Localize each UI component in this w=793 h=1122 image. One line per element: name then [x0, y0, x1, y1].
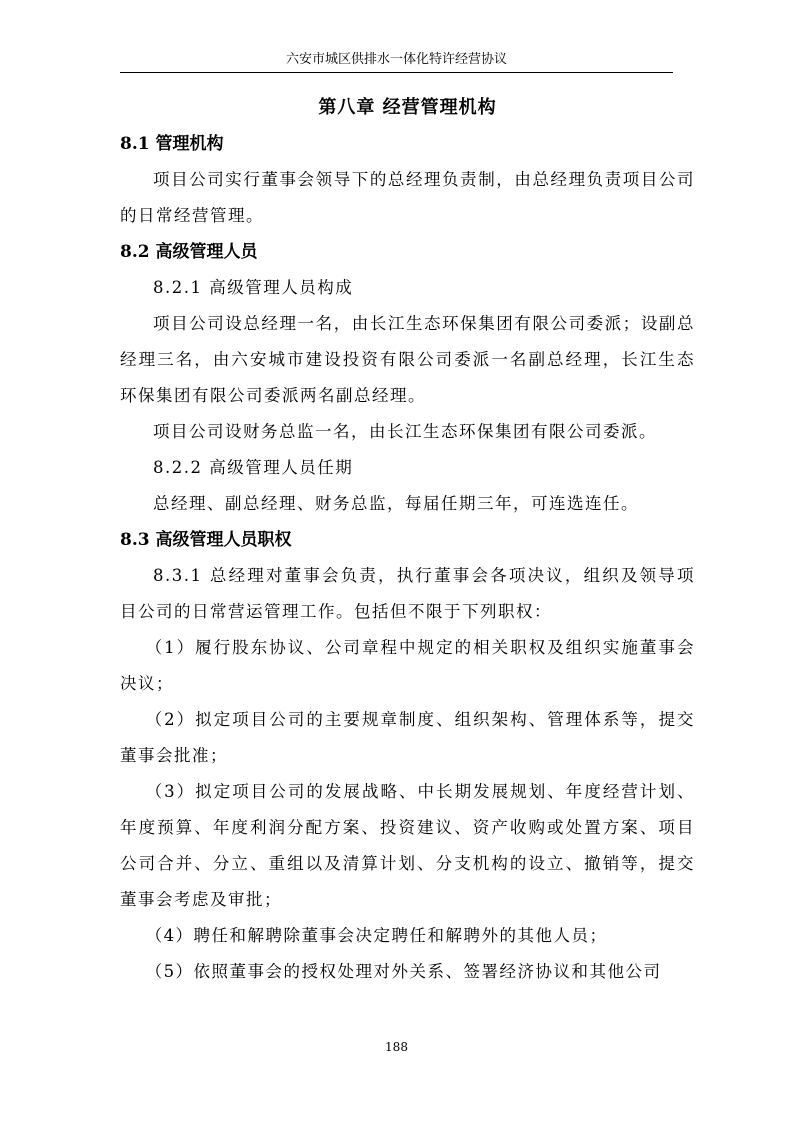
list-item: （2）拟定项目公司的主要规章制度、组织架构、管理体系等，提交董事会批准；	[120, 710, 695, 765]
list-item: （3）拟定项目公司的发展战略、中长期发展规划、年度经营计划、年度预算、年度利润分配方案、投资建议、资产收购或处置方案、项目公司合并、分立、重组以及清算计划、分支机构的设立、撤销等，提交董事会考虑及审批；	[120, 782, 695, 909]
list-item: （4）聘任和解聘除董事会决定聘任和解聘外的其他人员；	[145, 926, 608, 945]
section-heading-8-3: 8.3 高级管理人员职权	[120, 530, 292, 550]
chapter-title: 第八章 经营管理机构	[318, 97, 497, 118]
paragraph: 总经理、副总经理、财务总监，每届任期三年，可连选连任。	[153, 494, 639, 513]
paragraph: 项目公司实行董事会领导下的总经理负责制，由总经理负责项目公司的日常经营管理。	[120, 170, 695, 225]
header-rule	[120, 72, 673, 73]
running-header: 六安市城区供排水一体化特许经营协议	[285, 52, 507, 67]
list-item: （1）履行股东协议、公司章程中规定的相关职权及组织实施董事会决议；	[120, 638, 695, 693]
document-body	[120, 90, 695, 990]
paragraph: 项目公司设财务总监一名，由长江生态环保集团有限公司委派。	[153, 422, 657, 441]
paragraph: 8.3.1 总经理对董事会负责，执行董事会各项决议，组织及领导项目公司的日常营运管理工作。包括但不限于下列职权：	[120, 566, 695, 621]
paragraph: 项目公司设总经理一名，由长江生态环保集团有限公司委派；设副总经理三名，由六安城市建设投资有限公司委派一名副总经理，长江生态环保集团有限公司委派两名副总经理。	[120, 314, 695, 405]
section-heading-8-2: 8.2 高级管理人员	[120, 242, 258, 262]
section-heading-8-1: 8.1 管理机构	[120, 134, 224, 154]
list-item: （5）依照董事会的授权处理对外关系、签署经济协议和其他公司	[145, 962, 662, 981]
subsection-heading-8-2-1: 8.2.1 高级管理人员构成	[153, 278, 354, 297]
subsection-heading-8-2-2: 8.2.2 高级管理人员任期	[153, 458, 354, 477]
page-number: 188	[385, 1040, 408, 1054]
